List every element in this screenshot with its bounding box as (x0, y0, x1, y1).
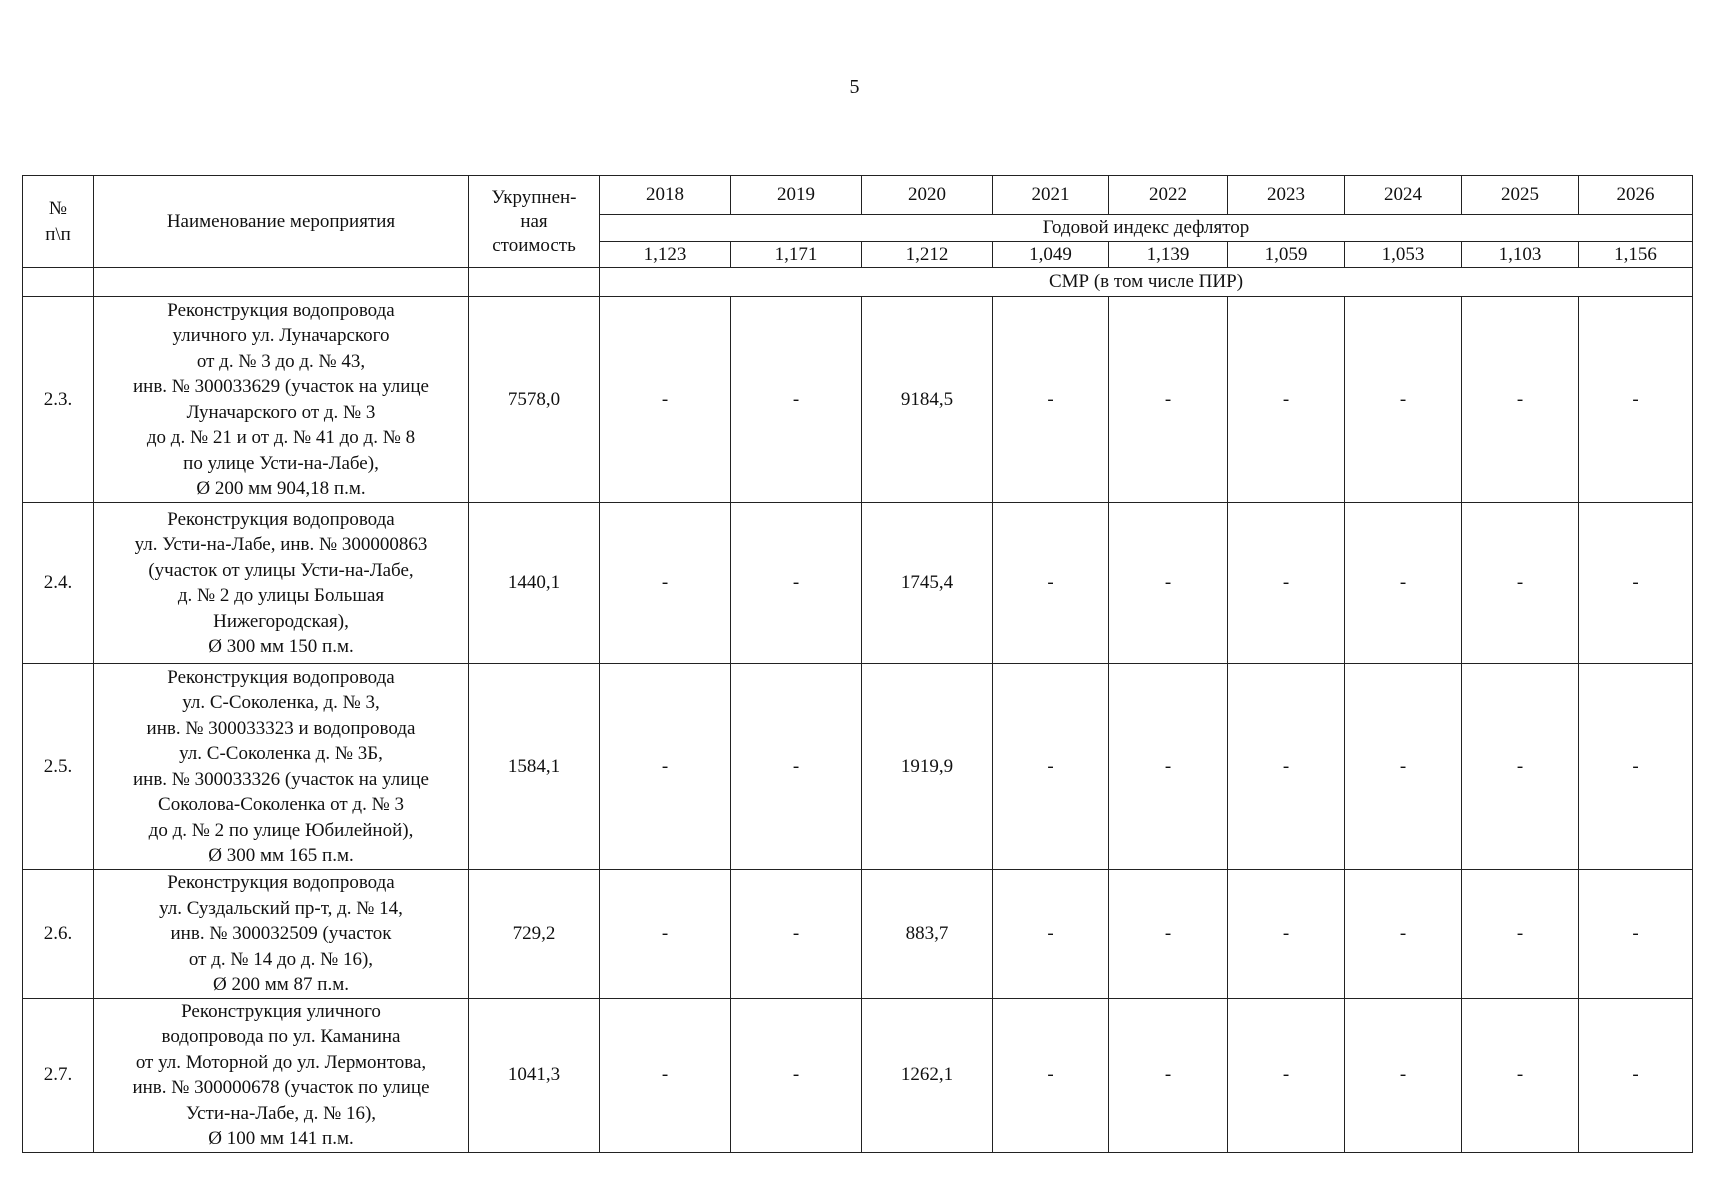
row-value-2018: - (600, 998, 731, 1152)
col-header-cost: Укрупнен- ная стоимость (469, 176, 600, 268)
row-name: Реконструкция уличного водопровода по ул. Каманина от ул. Моторной до ул. Лермонтова, инв. № 300000678 (участок по улице Усти-на-Лабе, д. № 16), Ø 100 мм 141 п.м. (94, 998, 469, 1152)
year-header: 2020 (862, 176, 993, 215)
row-number: 2.5. (23, 664, 94, 870)
col-header-num: № п\п (23, 176, 94, 268)
row-name: Реконструкция водопровода ул. Суздальский пр-т, д. № 14, инв. № 300032509 (участок от д. № 14 до д. № 16), Ø 200 мм 87 п.м. (94, 870, 469, 999)
row-number: 2.6. (23, 870, 94, 999)
row-value-2023: - (1228, 870, 1345, 999)
deflator-index: 1,123 (600, 241, 731, 268)
row-value-2018: - (600, 870, 731, 999)
row-value-2019: - (731, 870, 862, 999)
investment-table (22, 175, 1693, 1153)
row-value-2019: - (731, 503, 862, 664)
row-value-2020: 1745,4 (862, 503, 993, 664)
row-value-2025: - (1462, 664, 1579, 870)
table-row (23, 664, 1693, 870)
row-value-2025: - (1462, 998, 1579, 1152)
row-value-2020: 1262,1 (862, 998, 993, 1152)
row-value-2026: - (1579, 870, 1693, 999)
table-body (23, 297, 1693, 1153)
row-value-2019: - (731, 664, 862, 870)
row-value-2026: - (1579, 998, 1693, 1152)
row-cost: 7578,0 (469, 297, 600, 503)
year-header: 2024 (1345, 176, 1462, 215)
year-header: 2022 (1109, 176, 1228, 215)
row-value-2021: - (993, 503, 1109, 664)
table-row (23, 503, 1693, 664)
row-value-2021: - (993, 870, 1109, 999)
row-value-2018: - (600, 664, 731, 870)
table-row (23, 297, 1693, 503)
row-value-2025: - (1462, 297, 1579, 503)
row-number: 2.7. (23, 998, 94, 1152)
row-value-2022: - (1109, 998, 1228, 1152)
deflator-index: 1,171 (731, 241, 862, 268)
deflator-index: 1,059 (1228, 241, 1345, 268)
row-value-2022: - (1109, 503, 1228, 664)
year-header: 2026 (1579, 176, 1693, 215)
deflator-index: 1,139 (1109, 241, 1228, 268)
row-value-2024: - (1345, 664, 1462, 870)
row-value-2025: - (1462, 870, 1579, 999)
header-spacer (94, 268, 469, 297)
page-number: 5 (849, 76, 860, 98)
row-value-2026: - (1579, 664, 1693, 870)
row-value-2022: - (1109, 870, 1228, 999)
year-header: 2019 (731, 176, 862, 215)
deflator-header: Годовой индекс дефлятор (600, 215, 1693, 242)
row-value-2019: - (731, 998, 862, 1152)
row-cost: 1584,1 (469, 664, 600, 870)
row-value-2023: - (1228, 664, 1345, 870)
row-value-2021: - (993, 297, 1109, 503)
table-row (23, 870, 1693, 999)
row-value-2021: - (993, 998, 1109, 1152)
row-value-2023: - (1228, 998, 1345, 1152)
row-number: 2.3. (23, 297, 94, 503)
table-header (23, 176, 1693, 297)
row-name: Реконструкция водопровода ул. С-Соколенка, д. № 3, инв. № 300033323 и водопровода ул. С-Соколенка д. № 3Б, инв. № 300033326 (участок на улице Соколова-Соколенка от д. № 3 до д. № 2 по улице Юбилейной), Ø 300 мм 165 п.м. (94, 664, 469, 870)
smr-header: СМР (в том числе ПИР) (600, 268, 1693, 297)
row-value-2025: - (1462, 503, 1579, 664)
row-cost: 1440,1 (469, 503, 600, 664)
row-value-2018: - (600, 297, 731, 503)
row-value-2026: - (1579, 503, 1693, 664)
row-value-2020: 9184,5 (862, 297, 993, 503)
row-name: Реконструкция водопровода уличного ул. Луначарского от д. № 3 до д. № 43, инв. № 300033629 (участок на улице Луначарского от д. № 3 до д. № 21 и от д. № 41 до д. № 8 по улице Усти-на-Лабе), Ø 200 мм 904,18 п.м. (94, 297, 469, 503)
row-value-2024: - (1345, 297, 1462, 503)
row-number: 2.4. (23, 503, 94, 664)
row-value-2024: - (1345, 998, 1462, 1152)
row-value-2024: - (1345, 503, 1462, 664)
deflator-index: 1,049 (993, 241, 1109, 268)
deflator-index: 1,156 (1579, 241, 1693, 268)
row-value-2023: - (1228, 297, 1345, 503)
row-value-2019: - (731, 297, 862, 503)
col-header-name: Наименование мероприятия (94, 176, 469, 268)
row-name: Реконструкция водопровода ул. Усти-на-Лабе, инв. № 300000863 (участок от улицы Усти-на-Лабе, д. № 2 до улицы Большая Нижегородская), Ø 300 мм 150 п.м. (94, 503, 469, 664)
header-spacer (23, 268, 94, 297)
row-cost: 1041,3 (469, 998, 600, 1152)
row-value-2024: - (1345, 870, 1462, 999)
row-value-2026: - (1579, 297, 1693, 503)
table-row (23, 998, 1693, 1152)
year-header: 2021 (993, 176, 1109, 215)
row-cost: 729,2 (469, 870, 600, 999)
header-spacer (469, 268, 600, 297)
row-value-2022: - (1109, 297, 1228, 503)
deflator-index: 1,212 (862, 241, 993, 268)
deflator-index: 1,103 (1462, 241, 1579, 268)
row-value-2018: - (600, 503, 731, 664)
year-header: 2025 (1462, 176, 1579, 215)
row-value-2020: 1919,9 (862, 664, 993, 870)
year-header: 2023 (1228, 176, 1345, 215)
row-value-2020: 883,7 (862, 870, 993, 999)
year-header: 2018 (600, 176, 731, 215)
row-value-2023: - (1228, 503, 1345, 664)
deflator-index: 1,053 (1345, 241, 1462, 268)
row-value-2021: - (993, 664, 1109, 870)
row-value-2022: - (1109, 664, 1228, 870)
